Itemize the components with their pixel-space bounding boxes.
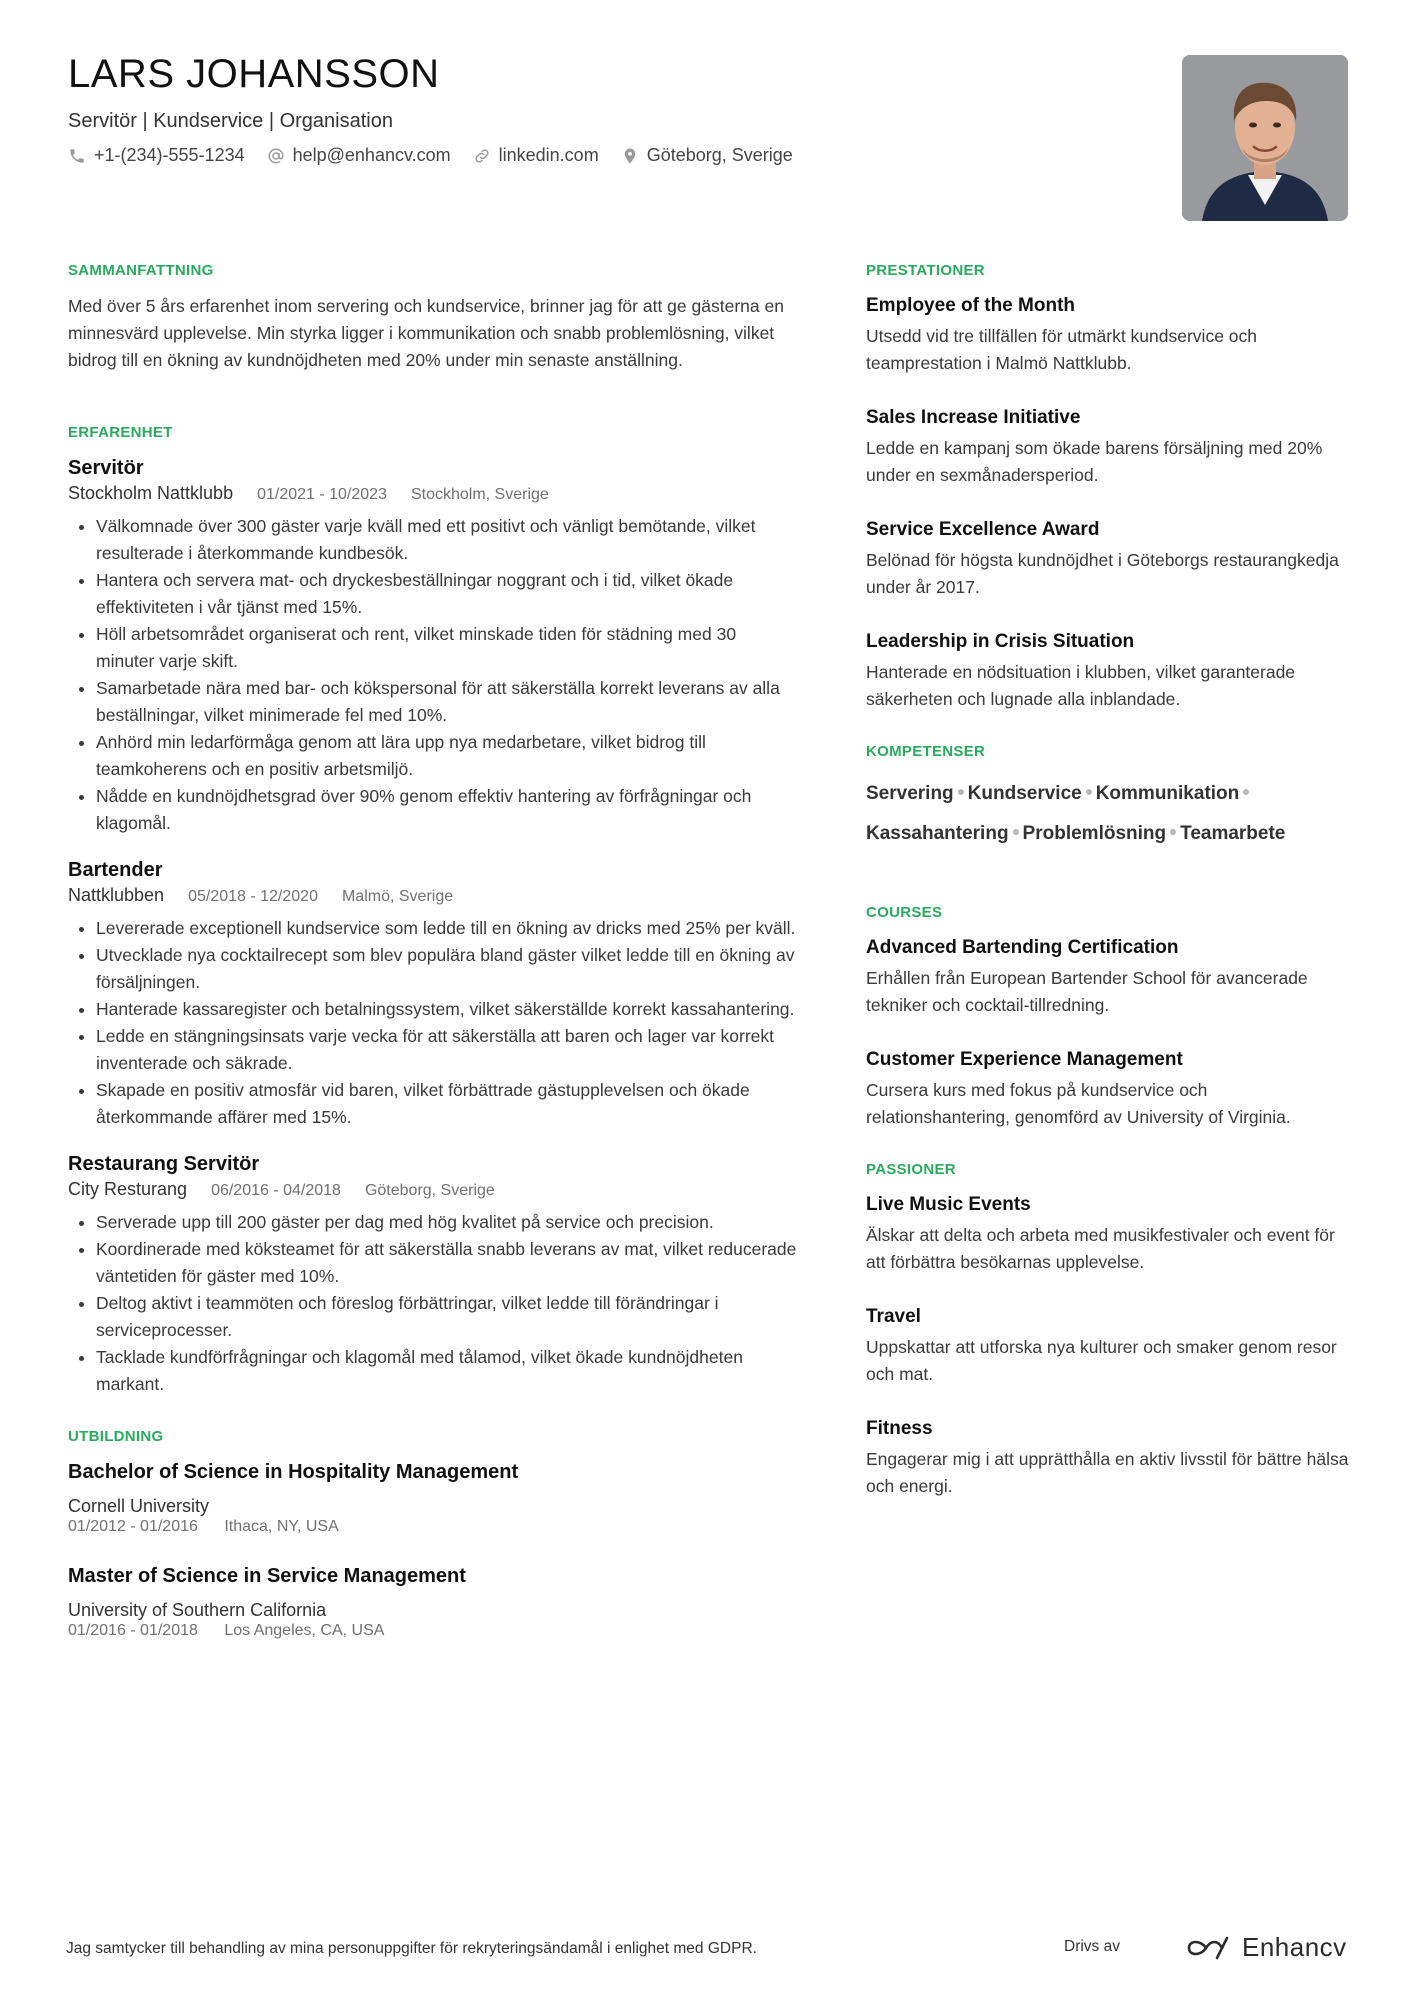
skills-list [866,774,1356,854]
phone-icon [68,147,86,165]
bullet-item: • Anhörd min ledarförmåga genom att lära upp nya medarbetare, vilket bidrog till teamkoherens och en positiv arbetsmiljö. [96,729,798,783]
job-bullets [68,915,798,1131]
bullet-item: • Nådde en kundnöjdhetsgrad över 90% genom effektiv hantering av förfrågningar och klagomål. [96,783,798,837]
passion-desc: Engagerar mig i att upprätthålla en aktiv livsstil för bättre hälsa och energi. [866,1449,1349,1496]
job-bullets [68,513,798,837]
job-company: City Resturang [68,1179,188,1199]
achievement-desc: Ledde en kampanj som ökade barens försäljning med 20% under en sexmånadersperiod. [866,438,1323,485]
bullet-item: • Samarbetade nära med bar- och kökspersonal för att säkerställa korrekt leverans av alla beställningar, vilket minimerade fel med 10%. [96,675,798,729]
bullet-item: • Ledde en stängningsinsats varje vecka för att säkerställa att baren och lager var korrekt inventerade och säkrade. [96,1023,798,1077]
powered-by-label: Drivs av [1064,1938,1120,1955]
passions-heading: PASSIONER [866,1161,956,1178]
job-meta [68,1177,798,1203]
enhancv-logo-icon [1184,1934,1234,1962]
achievement-title: Employee of the Month [866,295,1075,316]
course-item [866,1047,1356,1131]
resume-header [68,52,1068,166]
course-desc: Erhållen från European Bartender School för avancerade tekniker och cocktail-tillredning. [866,968,1308,1015]
bullet-item: • Deltog aktivt i teammöten och föreslog förbättringar, vilket ledde till förändringar i serviceprocesser. [96,1290,798,1344]
enhancv-brand[interactable] [1184,1932,1347,1963]
passion-title: Travel [866,1306,921,1327]
job-entry [68,857,798,1131]
job-meta [68,481,798,507]
skills-section [866,743,1356,854]
contact-location [621,145,793,166]
email-text: help@enhancv.com [292,145,451,165]
achievement-desc: Hanterade en nödsituation i klubben, vilket garanterade säkerheten och lugnade alla inblandade. [866,662,1296,709]
course-title: Customer Experience Management [866,1049,1183,1070]
summary-section [68,262,798,374]
education-entry [68,1459,798,1537]
candidate-name: LARS JOHANSSON [68,52,440,96]
edu-school: University of Southern California [68,1600,327,1620]
job-meta [68,883,798,909]
experience-heading: ERFARENHET [68,424,173,441]
separator-dot [958,789,964,795]
achievement-item [866,629,1356,713]
skill-tag: Kassahantering [866,823,1009,844]
job-dates: 05/2018 - 12/2020 [188,888,318,905]
separator-dot [1170,829,1176,835]
course-desc: Cursera kurs med fokus på kundservice och relationshantering, genomförd av University of Virginia. [866,1080,1291,1127]
achievement-desc: Utsedd vid tre tillfällen för utmärkt kundservice och teamprestation i Malmö Nattklubb. [866,326,1257,373]
job-company: Nattklubben [68,885,165,905]
edu-location: Ithaca, NY, USA [224,1518,339,1535]
link-icon [473,147,491,165]
course-title: Advanced Bartending Certification [866,937,1179,958]
skill-tag: Teamarbete [1180,823,1286,844]
courses-section [866,904,1356,1131]
edu-location: Los Angeles, CA, USA [224,1622,385,1639]
separator-dot [1243,789,1249,795]
education-entry [68,1563,798,1641]
edu-dates: 01/2012 - 01/2016 [68,1518,198,1535]
achievements-heading: PRESTATIONER [866,262,985,279]
skill-tag: Servering [866,783,954,804]
passion-title: Live Music Events [866,1194,1031,1215]
bullet-item: • Koordinerade med köksteamet för att säkerställa snabb leverans av mat, vilket reducerade väntetiden för gäster med 10%. [96,1236,798,1290]
separator-dot [1013,829,1019,835]
summary-heading: SAMMANFATTNING [68,262,214,279]
job-dates: 06/2016 - 04/2018 [211,1182,341,1199]
brand-name: Enhancv [1242,1932,1347,1962]
summary-text: Med över 5 års erfarenhet inom servering och kundservice, brinner jag för att ge gästerna en minnesvärd upplevelse. Min styrka ligger i kommunikation och snabb problemlösning, vilket bidrog till en ökning av kundnöjdheten med 20% under min senaste anställning. [68,296,784,370]
contact-row [68,145,1068,166]
left-column [68,262,798,1667]
job-title: Servitör [68,457,144,479]
passion-desc: Uppskattar att utforska nya kulturer och smaker genom resor och mat. [866,1337,1337,1384]
achievements-section [866,262,1356,713]
passion-item [866,1416,1356,1500]
courses-heading: COURSES [866,904,943,921]
skills-heading: KOMPETENSER [866,743,986,760]
contact-email[interactable] [267,145,451,166]
achievement-desc: Belönad för högsta kundnöjdhet i Göteborgs restaurangkedja under år 2017. [866,550,1339,597]
passion-item [866,1192,1356,1276]
job-title: Bartender [68,859,163,881]
passions-section [866,1161,1356,1500]
job-company: Stockholm Nattklubb [68,483,234,503]
contact-phone[interactable] [68,145,245,166]
bullet-item: • Skapade en positiv atmosfär vid baren, vilket förbättrade gästupplevelsen och ökade återkommande affärer med 15%. [96,1077,798,1131]
job-location: Göteborg, Sverige [364,1182,495,1199]
phone-text: +1-(234)-555-1234 [94,145,245,165]
location-text: Göteborg, Sverige [646,145,793,165]
job-entry [68,455,798,837]
bullet-item: • Levererade exceptionell kundservice som ledde till en ökning av dricks med 25% per kväll. [96,915,798,942]
edu-dates: 01/2016 - 01/2018 [68,1622,198,1639]
candidate-title: Servitör | Kundservice | Organisation [68,110,393,132]
separator-dot [1086,789,1092,795]
profile-photo [1182,55,1348,221]
at-icon [267,147,285,165]
skill-tag: Kommunikation [1095,783,1240,804]
skill-tag: Problemlösning [1022,823,1167,844]
achievement-item [866,517,1356,601]
bullet-item: • Välkomnade över 300 gäster varje kväll med ett positivt och vänligt bemötande, vilket resulterade i återkommande kundbesök. [96,513,798,567]
job-entry [68,1151,798,1398]
bullet-item: • Hanterade kassaregister och betalningssystem, vilket säkerställde korrekt kassahantering. [96,996,798,1023]
contact-linkedin[interactable] [473,145,599,166]
education-section [68,1428,798,1641]
bullet-item: • Hantera och servera mat- och dryckesbeställningar noggrant och i tid, vilket ökade effektiviteten i vår tjänst med 15%. [96,567,798,621]
education-heading: UTBILDNING [68,1428,164,1445]
edu-degree: Bachelor of Science in Hospitality Management [68,1461,519,1483]
gdpr-consent: Jag samtycker till behandling av mina personuppgifter för rekryteringsändamål i enlighet med GDPR. [66,1940,757,1957]
passion-item [866,1304,1356,1388]
course-item [866,935,1356,1019]
passion-desc: Älskar att delta och arbeta med musikfestivaler och event för att förbättra besökarnas upplevelse. [866,1225,1335,1272]
achievement-title: Leadership in Crisis Situation [866,631,1135,652]
achievement-item [866,405,1356,489]
edu-meta [68,1621,798,1641]
job-dates: 01/2021 - 10/2023 [257,486,387,503]
achievement-title: Service Excellence Award [866,519,1100,540]
edu-school: Cornell University [68,1496,210,1516]
passion-title: Fitness [866,1418,933,1439]
linkedin-text: linkedin.com [498,145,599,165]
edu-degree: Master of Science in Service Management [68,1565,466,1587]
location-pin-icon [621,147,639,165]
skill-tag: Kundservice [967,783,1082,804]
job-location: Malmö, Sverige [341,888,454,905]
experience-section [68,424,798,1398]
achievement-item [866,293,1356,377]
job-location: Stockholm, Sverige [410,486,549,503]
bullet-item: • Höll arbetsområdet organiserat och rent, vilket minskade tiden för städning med 30 minuter varje skift. [96,621,798,675]
edu-meta [68,1517,798,1537]
job-bullets [68,1209,798,1398]
achievement-title: Sales Increase Initiative [866,407,1081,428]
bullet-item: • Serverade upp till 200 gäster per dag med hög kvalitet på service och precision. [96,1209,798,1236]
right-column [866,262,1356,1528]
bullet-item: • Utvecklade nya cocktailrecept som blev populära bland gäster vilket ledde till en ökning av försäljningen. [96,942,798,996]
bullet-item: • Tacklade kundförfrågningar och klagomål med tålamod, vilket ökade kundnöjdheten markant. [96,1344,798,1398]
footer [66,1932,1356,1966]
job-title: Restaurang Servitör [68,1153,260,1175]
